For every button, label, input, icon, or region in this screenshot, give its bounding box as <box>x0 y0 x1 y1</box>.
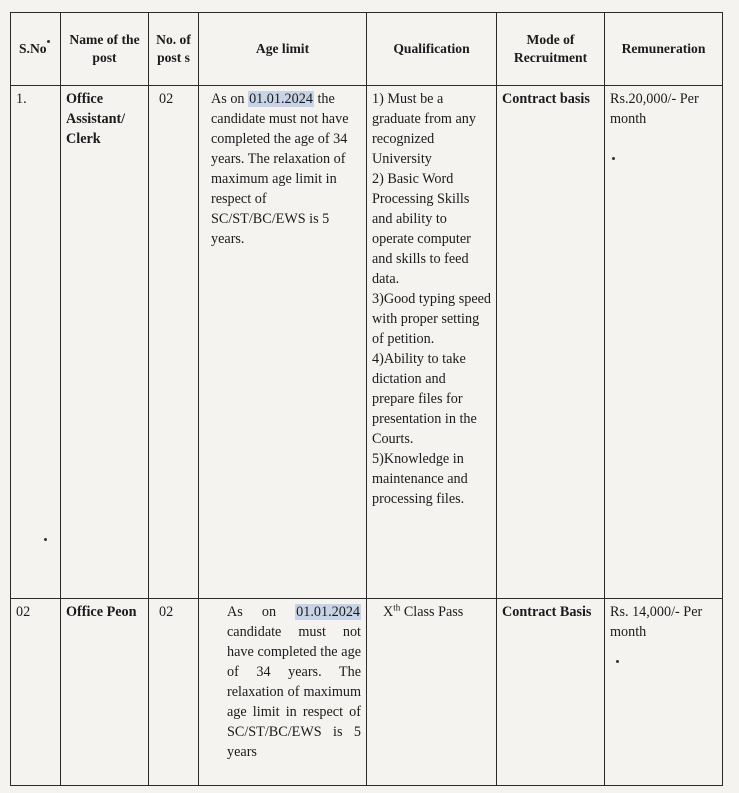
header-mode: Mode of Recruitment <box>497 13 605 86</box>
cell-mode: Contract basis <box>497 86 605 599</box>
cell-age-limit <box>199 599 367 786</box>
cell-sno: 02 <box>11 599 61 786</box>
cell-no-of-posts: 02 <box>149 599 199 786</box>
cell-qualification <box>367 86 497 599</box>
table-row <box>11 86 723 599</box>
age-date: 01.01.2024 <box>296 604 360 620</box>
qualification-item: 1) Must be a graduate from any recognized University <box>372 91 476 167</box>
speck-mark <box>612 157 615 160</box>
header-post-name: Name of the post <box>61 13 149 86</box>
header-age-limit: Age limit <box>199 13 367 86</box>
qualification-main: X <box>383 604 394 620</box>
header-sno: S.No <box>11 13 61 86</box>
recruitment-table <box>10 12 723 786</box>
header-qualification: Qualification <box>367 13 497 86</box>
qualification-item: 2) Basic Word Processing Skills and ability to operate computer and skills to feed data. <box>372 171 471 287</box>
cell-no-of-posts: 02 <box>149 86 199 599</box>
qualification-item: 5)Knowledge in maintenance and processing files. <box>372 451 468 507</box>
cell-remuneration: Rs. 14,000/- Per month <box>605 599 723 786</box>
cell-age-limit <box>199 86 367 599</box>
header-row <box>11 13 723 86</box>
speck-mark <box>47 40 50 43</box>
cell-mode: Contract Basis <box>497 599 605 786</box>
speck-mark <box>44 538 47 541</box>
qualification-item: 4)Ability to take dictation and prepare files for presentation in the Courts. <box>372 351 477 447</box>
age-prefix: As on <box>211 91 245 107</box>
cell-remuneration: Rs.20,000/- Per month <box>605 86 723 599</box>
header-remuneration: Remuneration <box>605 13 723 86</box>
age-prefix: As on <box>227 604 277 620</box>
qualification-item: 3)Good typing speed with proper setting of petition. <box>372 291 492 347</box>
cell-post-name: Office Assistant/ Clerk <box>61 86 149 599</box>
header-no-of-posts: No. of post s <box>149 13 199 86</box>
table-row <box>11 599 723 786</box>
age-rest: the candidate must not have completed the age of 34 years. The relaxation of maximum age limit in respect of SC/ST/BC/EWS is 5 years. <box>211 91 349 247</box>
cell-qualification <box>367 599 497 786</box>
speck-mark <box>616 660 619 663</box>
qualification-rest: Class Pass <box>400 604 464 620</box>
cell-post-name: Office Peon <box>61 599 149 786</box>
qualification-superscript: th <box>393 602 401 613</box>
age-rest: candidate must not have completed the age of 34 years. The relaxation of maximum age limit in respect of SC/ST/BC/EWS is 5 years <box>227 624 361 760</box>
age-date: 01.01.2024 <box>249 91 313 107</box>
cell-sno: 1. <box>11 86 61 599</box>
